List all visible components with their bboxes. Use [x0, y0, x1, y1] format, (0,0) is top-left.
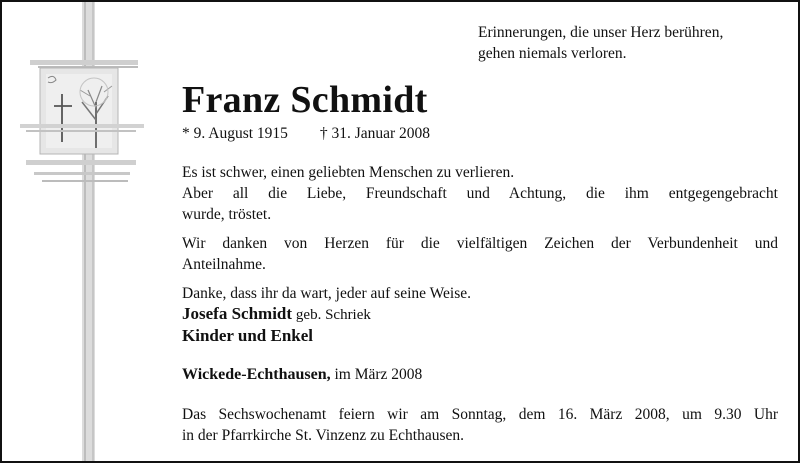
deceased-name: Franz Schmidt: [182, 79, 428, 121]
text-line: Es ist schwer, einen geliebten Menschen zu verlieren.: [182, 164, 515, 181]
death-date: † 31. Januar 2008: [319, 125, 431, 142]
service-line: in der Pfarrkirche St. Vinzenz zu Echthausen.: [182, 427, 464, 444]
memorial-quote: [478, 22, 788, 64]
mourner-family: Kinder und Enkel: [182, 326, 314, 345]
text-line: Anteilnahme.: [182, 256, 266, 273]
place-date: [182, 366, 422, 384]
obituary-text: [182, 162, 778, 304]
quote-line: Erinnerungen, die unser Herz berühren,: [478, 24, 724, 41]
life-dates: [182, 125, 430, 143]
service-info: [182, 404, 778, 446]
quote-line: gehen niemals verloren.: [478, 45, 627, 62]
service-line: Das Sechswochenamt feiern wir am Sonntag, dem 16. März 2008, um 9.30 Uhr: [182, 406, 778, 423]
cross-tree-illustration: [16, 2, 146, 461]
text-line: Aber all die Liebe, Freundschaft und Achtung, die ihm entgegengebracht: [182, 185, 778, 202]
mourner-name: [182, 304, 371, 324]
place-town: Wickede-Echthausen,: [182, 366, 331, 383]
notice-date: im März 2008: [334, 366, 423, 383]
maiden-name: geb. Schriek: [295, 307, 371, 323]
text-line: wurde, tröstet.: [182, 206, 272, 223]
text-line: Wir danken von Herzen für die vielfältigen Zeichen der Verbundenheit und: [182, 235, 778, 252]
mourner-primary-name: Josefa Schmidt: [182, 304, 293, 323]
birth-date: * 9. August 1915: [182, 125, 288, 142]
text-line: Danke, dass ihr da wart, jeder auf seine Weise.: [182, 285, 471, 302]
